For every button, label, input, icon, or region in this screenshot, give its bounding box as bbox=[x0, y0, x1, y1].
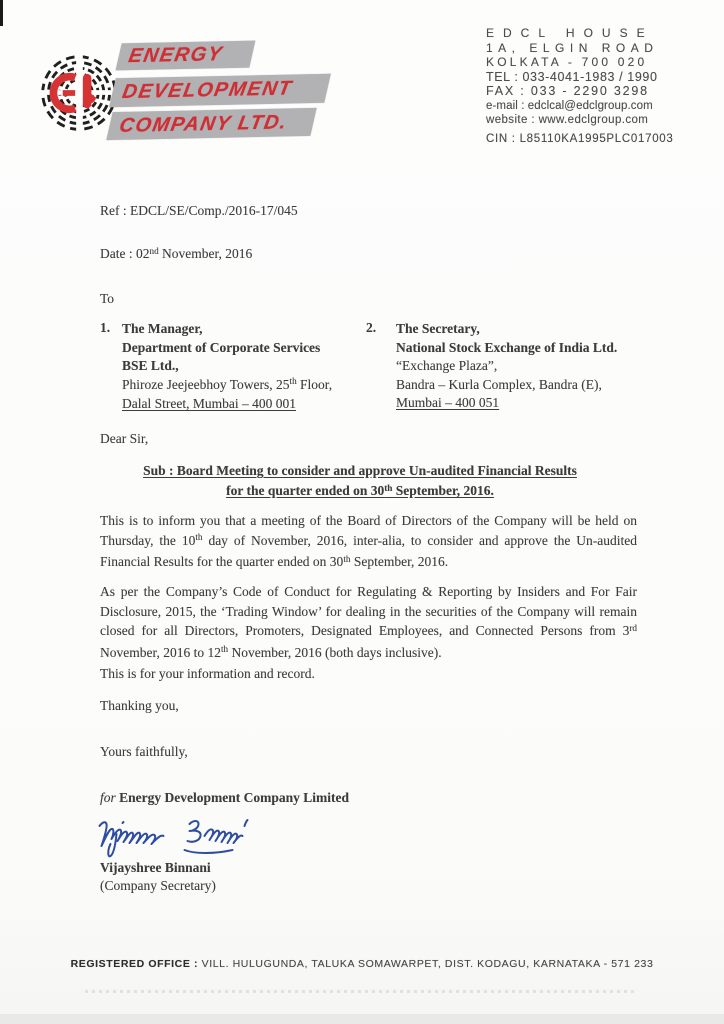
address-line: EDCL HOUSE bbox=[486, 26, 654, 40]
signature-icon bbox=[92, 810, 267, 864]
website-line: website : www.edclgroup.com bbox=[486, 114, 649, 126]
scan-artifact-bottom-strip bbox=[0, 1014, 724, 1024]
subject-line-2: for the quarter ended on 30th September, 2016. bbox=[226, 482, 494, 498]
company-banner-line-3 bbox=[106, 108, 316, 140]
closing-company-name: Energy Development Company Limited bbox=[119, 790, 350, 805]
email-line: e-mail : edclcal@edclgroup.com bbox=[486, 99, 653, 112]
addressee-2-number: 2. bbox=[366, 320, 377, 335]
company-banner-line-2 bbox=[109, 74, 331, 107]
registered-office-footer bbox=[60, 958, 664, 970]
subject-block bbox=[100, 461, 620, 502]
company-banner-line-1 bbox=[116, 41, 256, 71]
registered-office-text: VILL. HULUGUNDA, TALUKA SOMAWARPET, DIST. KODAGU, KARNATAKA - 571 233 bbox=[198, 958, 654, 970]
reference-line: Ref : EDCL/SE/Comp./2016-17/045 bbox=[100, 203, 298, 218]
to-label: To bbox=[100, 291, 115, 306]
salutation: Dear Sir, bbox=[100, 431, 149, 446]
scan-artifact-corner bbox=[0, 0, 3, 26]
registered-office-label: REGISTERED OFFICE : bbox=[70, 958, 199, 970]
addressee-1-block bbox=[122, 320, 384, 414]
closing-line bbox=[100, 790, 349, 806]
signatory-name: Vijayshree Binnani bbox=[100, 860, 211, 875]
body-paragraph-1: This is to inform you that a meeting of the Board of Directors of the Company will be held on Thursday, the 10th day of November, 2016, inter-alia, to consider and approve the Un-audited Financial Results for the quarter ended on 30th September, 2016. bbox=[100, 513, 637, 569]
addressee-line: Department of Corporate Services bbox=[122, 339, 321, 355]
addressee-line: BSE Ltd., bbox=[122, 358, 179, 373]
addressee-2-block bbox=[396, 320, 658, 413]
addressee-line: The Secretary, bbox=[396, 321, 480, 336]
addressee-line: Bandra – Kurla Complex, Bandra (E), bbox=[396, 376, 602, 392]
thanking-line: Thanking you, bbox=[100, 698, 179, 713]
handwritten-signature bbox=[92, 810, 267, 864]
phone-line: TEL : 033-4041-1983 / 1990 bbox=[486, 69, 658, 84]
closing-for-word: for bbox=[100, 790, 116, 805]
addressee-line: Mumbai – 400 051 bbox=[396, 395, 500, 410]
addressee-line: National Stock Exchange of India Ltd. bbox=[396, 339, 618, 355]
addressee-line: Dalal Street, Mumbai – 400 001 bbox=[122, 396, 296, 411]
addressee-line: Phiroze Jeejeebhoy Towers, 25th Floor, bbox=[122, 376, 333, 392]
body-paragraph-2: As per the Company’s Code of Conduct for Regulating & Reporting by Insiders and For Fair Disclosure, 2015, the ‘Trading Window’ for dealing in the securities of the Company will remain closed for all Directors, Promoters, Designated Employees, and Connected Persons from 3rd November, 2016 to 12th November, 2016 (both days inclusive). bbox=[100, 584, 637, 660]
info-line: This is for your information and record. bbox=[100, 666, 315, 681]
subject-line-1: Sub : Board Meeting to consider and approve Un-audited Financial Results bbox=[143, 463, 577, 478]
address-line: KOLKATA - 700 020 bbox=[486, 55, 648, 69]
signatory-title: (Company Secretary) bbox=[100, 878, 216, 893]
company-banner-text: COMPANY LTD. bbox=[117, 110, 290, 137]
fax-line: FAX : 033 - 2290 3298 bbox=[486, 84, 649, 98]
addressee-line: “Exchange Plaza”, bbox=[396, 358, 498, 373]
address-line: 1A, ELGIN ROAD bbox=[486, 40, 659, 55]
addressee-line: The Manager, bbox=[122, 321, 203, 336]
date-line: Date : 02nd November, 2016 bbox=[100, 245, 253, 261]
cin-line: CIN : L85110KA1995PLC017003 bbox=[486, 133, 674, 145]
company-banner-text: DEVELOPMENT bbox=[120, 77, 295, 104]
addressee-1-number: 1. bbox=[100, 320, 111, 335]
scan-artifact-ghost-line bbox=[85, 990, 637, 993]
faithfully-line: Yours faithfully, bbox=[100, 744, 188, 759]
letterhead-address-block bbox=[486, 26, 708, 128]
company-banner-text: ENERGY bbox=[126, 43, 225, 68]
